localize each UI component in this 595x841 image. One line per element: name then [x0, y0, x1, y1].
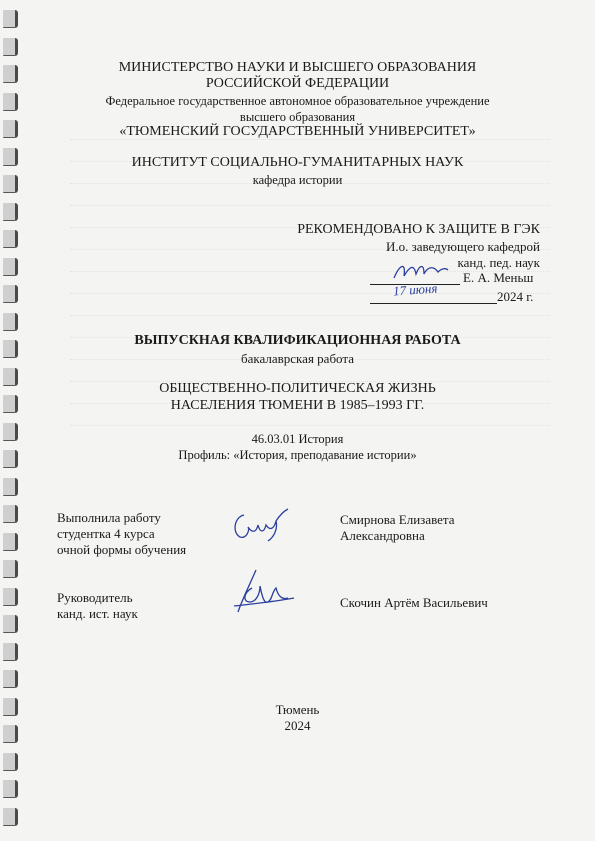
approval-degree: канд. пед. наук: [457, 255, 540, 270]
binding-ring: [3, 285, 18, 303]
program-code: 46.03.01 История: [251, 432, 344, 446]
institution-line-1: Федеральное государственное автономное образовательное учреждение: [105, 94, 490, 108]
institution-line-2: высшего образования: [239, 110, 356, 124]
ministry-line-2: РОССИЙСКОЙ ФЕДЕРАЦИИ: [205, 76, 390, 91]
approval-year: 2024 г.: [497, 289, 534, 304]
city: Тюмень: [275, 702, 320, 717]
binding-ring: [3, 203, 18, 221]
binding-ring: [3, 808, 18, 826]
university-name: «ТЮМЕНСКИЙ ГОСУДАРСТВЕННЫЙ УНИВЕРСИТЕТ»: [119, 124, 476, 139]
institute-name: ИНСТИТУТ СОЦИАЛЬНО-ГУМАНИТАРНЫХ НАУК: [131, 155, 464, 170]
binding-ring: [3, 505, 18, 523]
binding-ring: [3, 780, 18, 798]
author-name-line-1: Смирнова Елизавета: [340, 512, 455, 527]
supervisor-role-line-2: канд. ист. наук: [57, 606, 138, 621]
supervisor-name: Скочин Артём Васильевич: [340, 595, 488, 610]
binding-ring: [3, 10, 18, 28]
binding-ring: [3, 38, 18, 56]
author-role-line-2: студентка 4 курса: [57, 526, 155, 541]
binding-ring: [3, 753, 18, 771]
binding-ring: [3, 588, 18, 606]
binding-ring: [3, 643, 18, 661]
author-signature: [230, 503, 292, 545]
work-title-line-1: ОБЩЕСТВЕННО-ПОЛИТИЧЕСКАЯ ЖИЗНЬ: [159, 381, 436, 396]
work-level: бакалаврская работа: [241, 351, 354, 366]
supervisor-role-line-1: Руководитель: [57, 590, 133, 605]
year: 2024: [284, 718, 311, 733]
program-profile: Профиль: «История, преподавание истории»: [178, 448, 417, 462]
binding-ring: [3, 230, 18, 248]
binding-ring: [3, 560, 18, 578]
approval-name: Е. А. Меньш: [463, 270, 534, 285]
author-role-line-3: очной формы обучения: [57, 542, 187, 557]
binding-ring: [3, 670, 18, 688]
approval-title: РЕКОМЕНДОВАНО К ЗАЩИТЕ В ГЭК: [297, 222, 540, 237]
work-type: ВЫПУСКНАЯ КВАЛИФИКАЦИОННАЯ РАБОТА: [134, 333, 461, 348]
binding-ring: [3, 313, 18, 331]
work-title-line-2: НАСЕЛЕНИЯ ТЮМЕНИ В 1985–1993 ГГ.: [170, 398, 425, 413]
department-name: кафедра истории: [252, 173, 343, 187]
author-role-line-1: Выполнила работу: [57, 510, 161, 525]
binding-ring: [3, 533, 18, 551]
author-name-line-2: Александровна: [340, 528, 425, 543]
binding-ring: [3, 258, 18, 276]
binding-ring: [3, 478, 18, 496]
ministry-line-1: МИНИСТЕРСТВО НАУКИ И ВЫСШЕГО ОБРАЗОВАНИЯ: [118, 60, 477, 75]
approval-handwritten-date: 17 июня: [392, 280, 438, 299]
approval-position: И.о. заведующего кафедрой: [385, 239, 540, 254]
supervisor-signature: [232, 566, 296, 616]
approval-signature: [390, 258, 450, 284]
binding-ring: [3, 615, 18, 633]
